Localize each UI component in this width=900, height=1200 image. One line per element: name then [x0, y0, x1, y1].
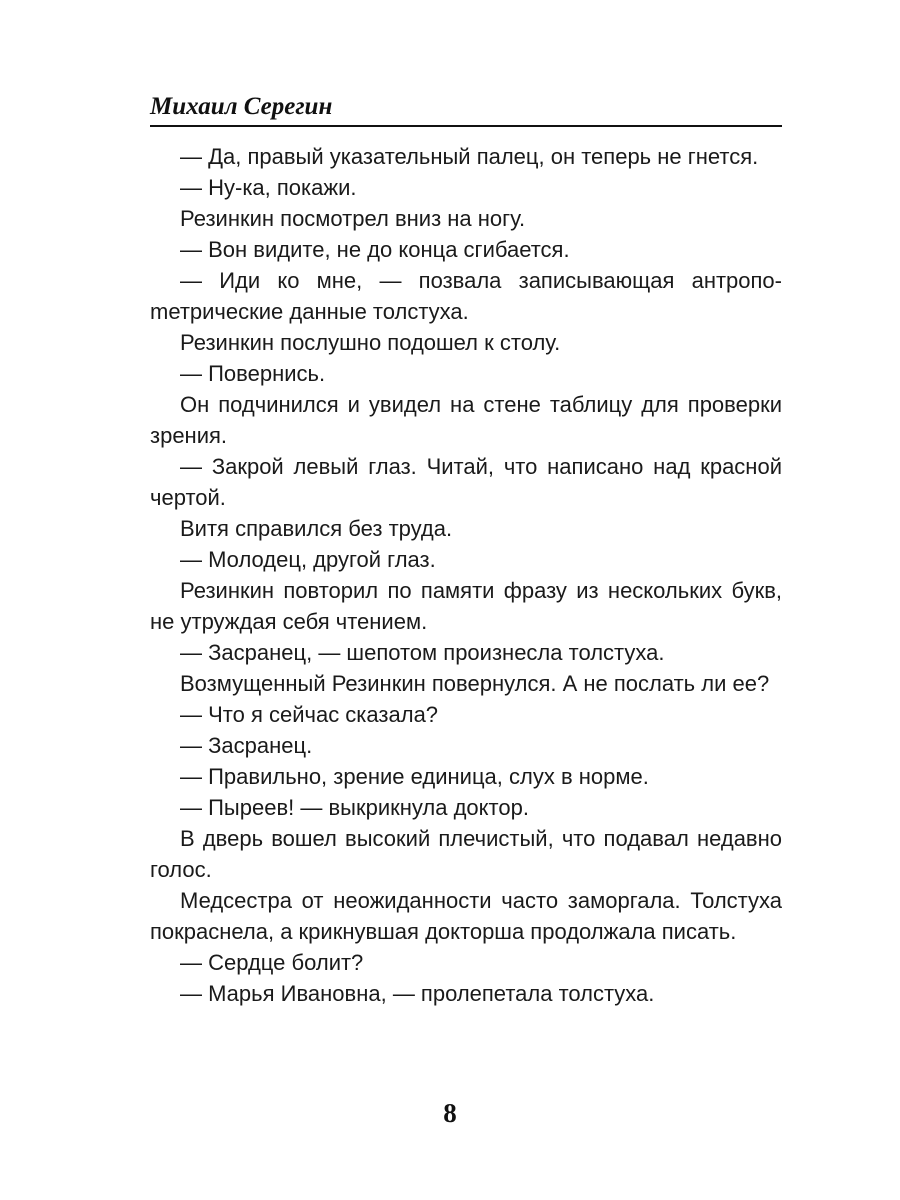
- paragraph: — Засранец.: [180, 733, 313, 758]
- body-text: [150, 141, 782, 1009]
- paragraph: Возмущенный Резинкин повернулся. А не послать ли ее?: [180, 671, 770, 696]
- paragraph: Медсестра от неожиданности часто заморгала. Толстуха покраснела, а крикнувшая докторша продолжала писать.: [150, 888, 782, 944]
- paragraph: — Что я сейчас сказала?: [180, 702, 439, 727]
- paragraph: — Иди ко мне, — позвала записывающая антропоmетрические данные толстуха.: [150, 268, 782, 324]
- paragraph: Он подчинился и увидел на стене таблицу для проверки зрения.: [150, 392, 782, 448]
- paragraph: — Молодец, другой глаз.: [180, 547, 436, 572]
- paragraph: — Марья Ивановна, — пролепетала толстуха.: [180, 981, 655, 1006]
- paragraph: — Повернись.: [180, 361, 326, 386]
- header-rule: [150, 125, 782, 127]
- page-number: 8: [443, 1098, 457, 1128]
- paragraph: — Сердце болит?: [180, 950, 364, 975]
- paragraph: Резинкин послушно подошел к столу.: [180, 330, 561, 355]
- paragraph: Резинкин повторил по памяти фразу из нескольких букв, не утруждая себя чтением.: [150, 578, 782, 634]
- paragraph: — Засранец, — шепотом произнесла толстуха.: [180, 640, 665, 665]
- running-head-author: Михаил Серегин: [150, 93, 333, 120]
- paragraph: — Правильно, зрение единица, слух в норме.: [180, 764, 649, 789]
- paragraph: В дверь вошел высокий плечистый, что подавал недавно голос.: [150, 826, 782, 882]
- paragraph: — Закрой левый глаз. Читай, что написано над красной чертой.: [150, 454, 782, 510]
- paragraph: — Да, правый указательный палец, он теперь не гнется.: [180, 144, 759, 169]
- paragraph: — Вон видите, не до конца сгибается.: [180, 237, 570, 262]
- paragraph: Резинкин посмотрел вниз на ногу.: [180, 206, 526, 231]
- paragraph: Витя справился без труда.: [180, 516, 453, 541]
- paragraph: — Пыреев! — выкрикнула доктор.: [180, 795, 529, 820]
- paragraph: — Ну-ка, покажи.: [180, 175, 357, 200]
